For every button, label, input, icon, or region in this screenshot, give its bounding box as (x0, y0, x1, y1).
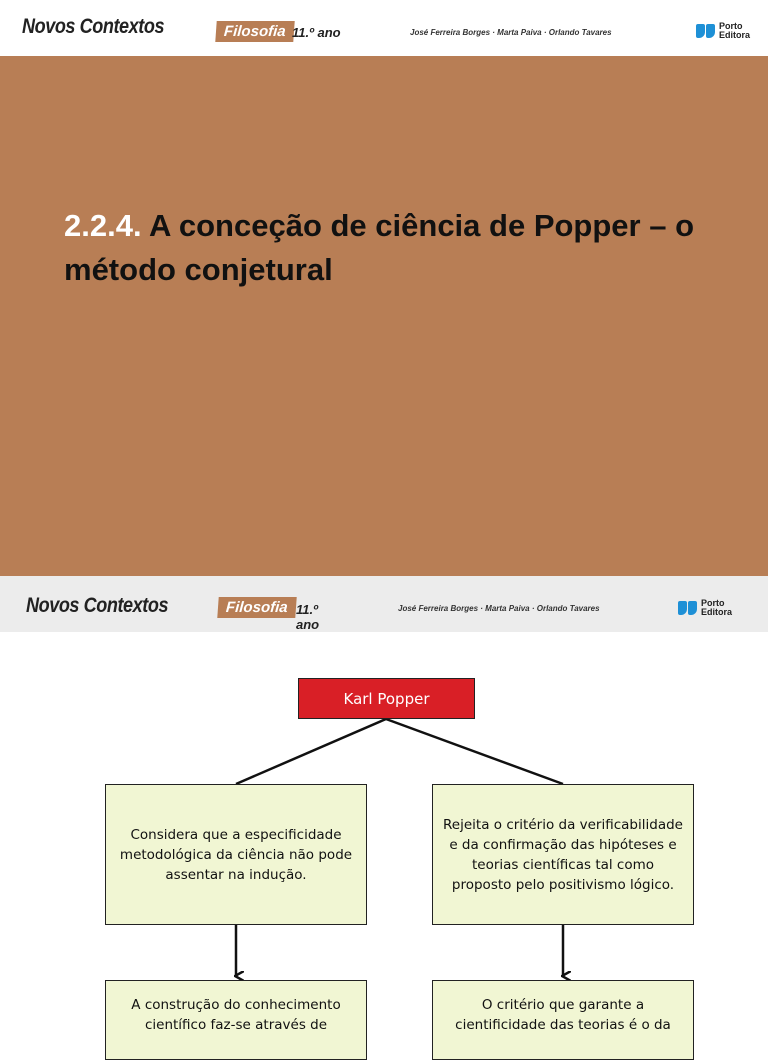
node-induction: Considera que a especificidade metodológica da ciência não pode assentar na indução. (105, 784, 367, 925)
publisher-logo-2 (678, 599, 732, 617)
node-karl-popper: Karl Popper (298, 678, 475, 719)
slide-title-text: A conceção de ciência de Popper – o método conjetural (64, 208, 695, 287)
subject-badge-2: Filosofia (217, 597, 296, 618)
title-slide (0, 56, 768, 576)
header-bar (0, 0, 768, 56)
porto-editora-logo-icon (696, 24, 716, 38)
connector-root-right (386, 719, 563, 784)
subject-badge: Filosofia (215, 21, 294, 42)
node-knowledge-construction: A construção do conhecimento científico faz-se através de (105, 980, 367, 1060)
grade-label-2: 11.º ano (296, 602, 320, 632)
node-scientificity-criterion: O critério que garante a cientificidade das teorias é o da (432, 980, 694, 1060)
authors-line-2: José Ferreira Borges · Marta Paiva · Orlando Tavares (398, 604, 600, 613)
publisher-name-line2: Editora (701, 607, 733, 617)
brand-title-2: Novos Contextos (26, 594, 169, 617)
connector-root-left (236, 719, 386, 784)
publisher-name-line1: Porto (701, 598, 725, 608)
slide-title (64, 204, 724, 292)
porto-editora-logo-icon (678, 601, 698, 615)
publisher-name-line1: Porto (719, 21, 743, 31)
publisher-name-line2: Editora (719, 30, 751, 40)
node-verifiability: Rejeita o critério da verificabilidade e da confirmação das hipóteses e teorias científicas tal como proposto pelo positivismo lógico. (432, 784, 694, 925)
grade-label: 11.º ano (292, 25, 341, 40)
slide-title-number: 2.2.4. (64, 208, 142, 243)
authors-line: José Ferreira Borges · Marta Paiva · Orlando Tavares (410, 28, 612, 37)
brand-title: Novos Contextos (22, 15, 165, 38)
publisher-logo (696, 22, 750, 40)
